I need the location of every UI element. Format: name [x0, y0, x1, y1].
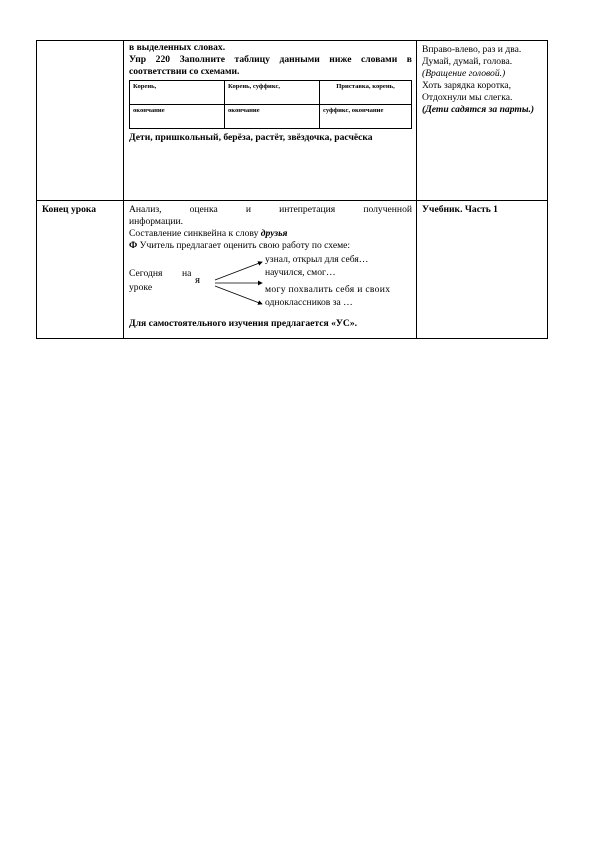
side-cell	[417, 201, 548, 339]
side-text: Вправо-влево, раз и два.	[422, 44, 522, 55]
table-row	[130, 81, 412, 105]
table-cell: Корень,	[130, 81, 225, 105]
scheme-text: узнал, открыл для себя…	[265, 254, 369, 265]
side-text: Хоть зарядка коротка,	[422, 80, 512, 91]
table-cell: окончание	[130, 105, 225, 129]
text-line: информации.	[129, 216, 183, 227]
task-line: Упр 220 Заполните таблицу данными ниже словами в	[129, 54, 412, 65]
content-cell	[124, 41, 417, 201]
keyword: друзья	[260, 228, 288, 239]
stage-cell	[37, 41, 124, 201]
lesson-plan-table	[36, 40, 548, 339]
table-row	[37, 41, 548, 201]
self-assessment-scheme	[129, 254, 412, 318]
sinkwein-line: Составление синквейна к слову друзья	[129, 228, 288, 239]
scheme-text: уроке	[129, 282, 153, 293]
scheme-text: научился, смог…	[265, 267, 336, 278]
table-cell: Приставка, корень,	[320, 81, 412, 105]
stage-label: Конец урока	[42, 204, 97, 215]
scheme-text: я	[195, 274, 201, 286]
final-line: Для самостоятельного изучения предлагается «УС».	[129, 318, 358, 329]
side-text: Отдохнули мы слегка.	[422, 92, 513, 103]
stage-cell	[37, 201, 124, 339]
stage-label	[37, 41, 123, 44]
content-cell	[124, 201, 417, 339]
table-row	[37, 201, 548, 339]
side-note: (Вращение головой.)	[422, 68, 506, 79]
scheme-text: на	[182, 268, 192, 279]
word-list: Дети, пришкольный, берёза, растёт, звёздочка, расчёска	[129, 132, 373, 143]
side-cell	[417, 41, 548, 201]
text-line: в выделенных словах.	[129, 42, 226, 53]
task-line: соответствии со схемами.	[129, 66, 240, 77]
morpheme-table	[129, 80, 412, 129]
table-cell: Корень, суффикс,	[225, 81, 320, 105]
arrow-icons	[129, 254, 413, 318]
table-row	[130, 105, 412, 129]
side-text: Учебник. Часть 1	[422, 204, 498, 215]
scheme-text: Сегодня	[129, 268, 163, 279]
scheme-text: одноклассников за …	[265, 297, 353, 308]
side-note: (Дети садятся за парты.)	[422, 104, 535, 115]
table-cell: окончание	[225, 105, 320, 129]
f-marker: Ф	[129, 240, 138, 251]
instruction-line: Ф Учитель предлагает оценить свою работу по схеме:	[129, 240, 351, 251]
text-line: Анализ, оценка и интепретация полученной	[129, 204, 412, 215]
side-text: Думай, думай, голова.	[422, 56, 513, 67]
scheme-text: могу похвалить себя и своих	[265, 284, 391, 295]
table-cell: суффикс, окончание	[320, 105, 412, 129]
